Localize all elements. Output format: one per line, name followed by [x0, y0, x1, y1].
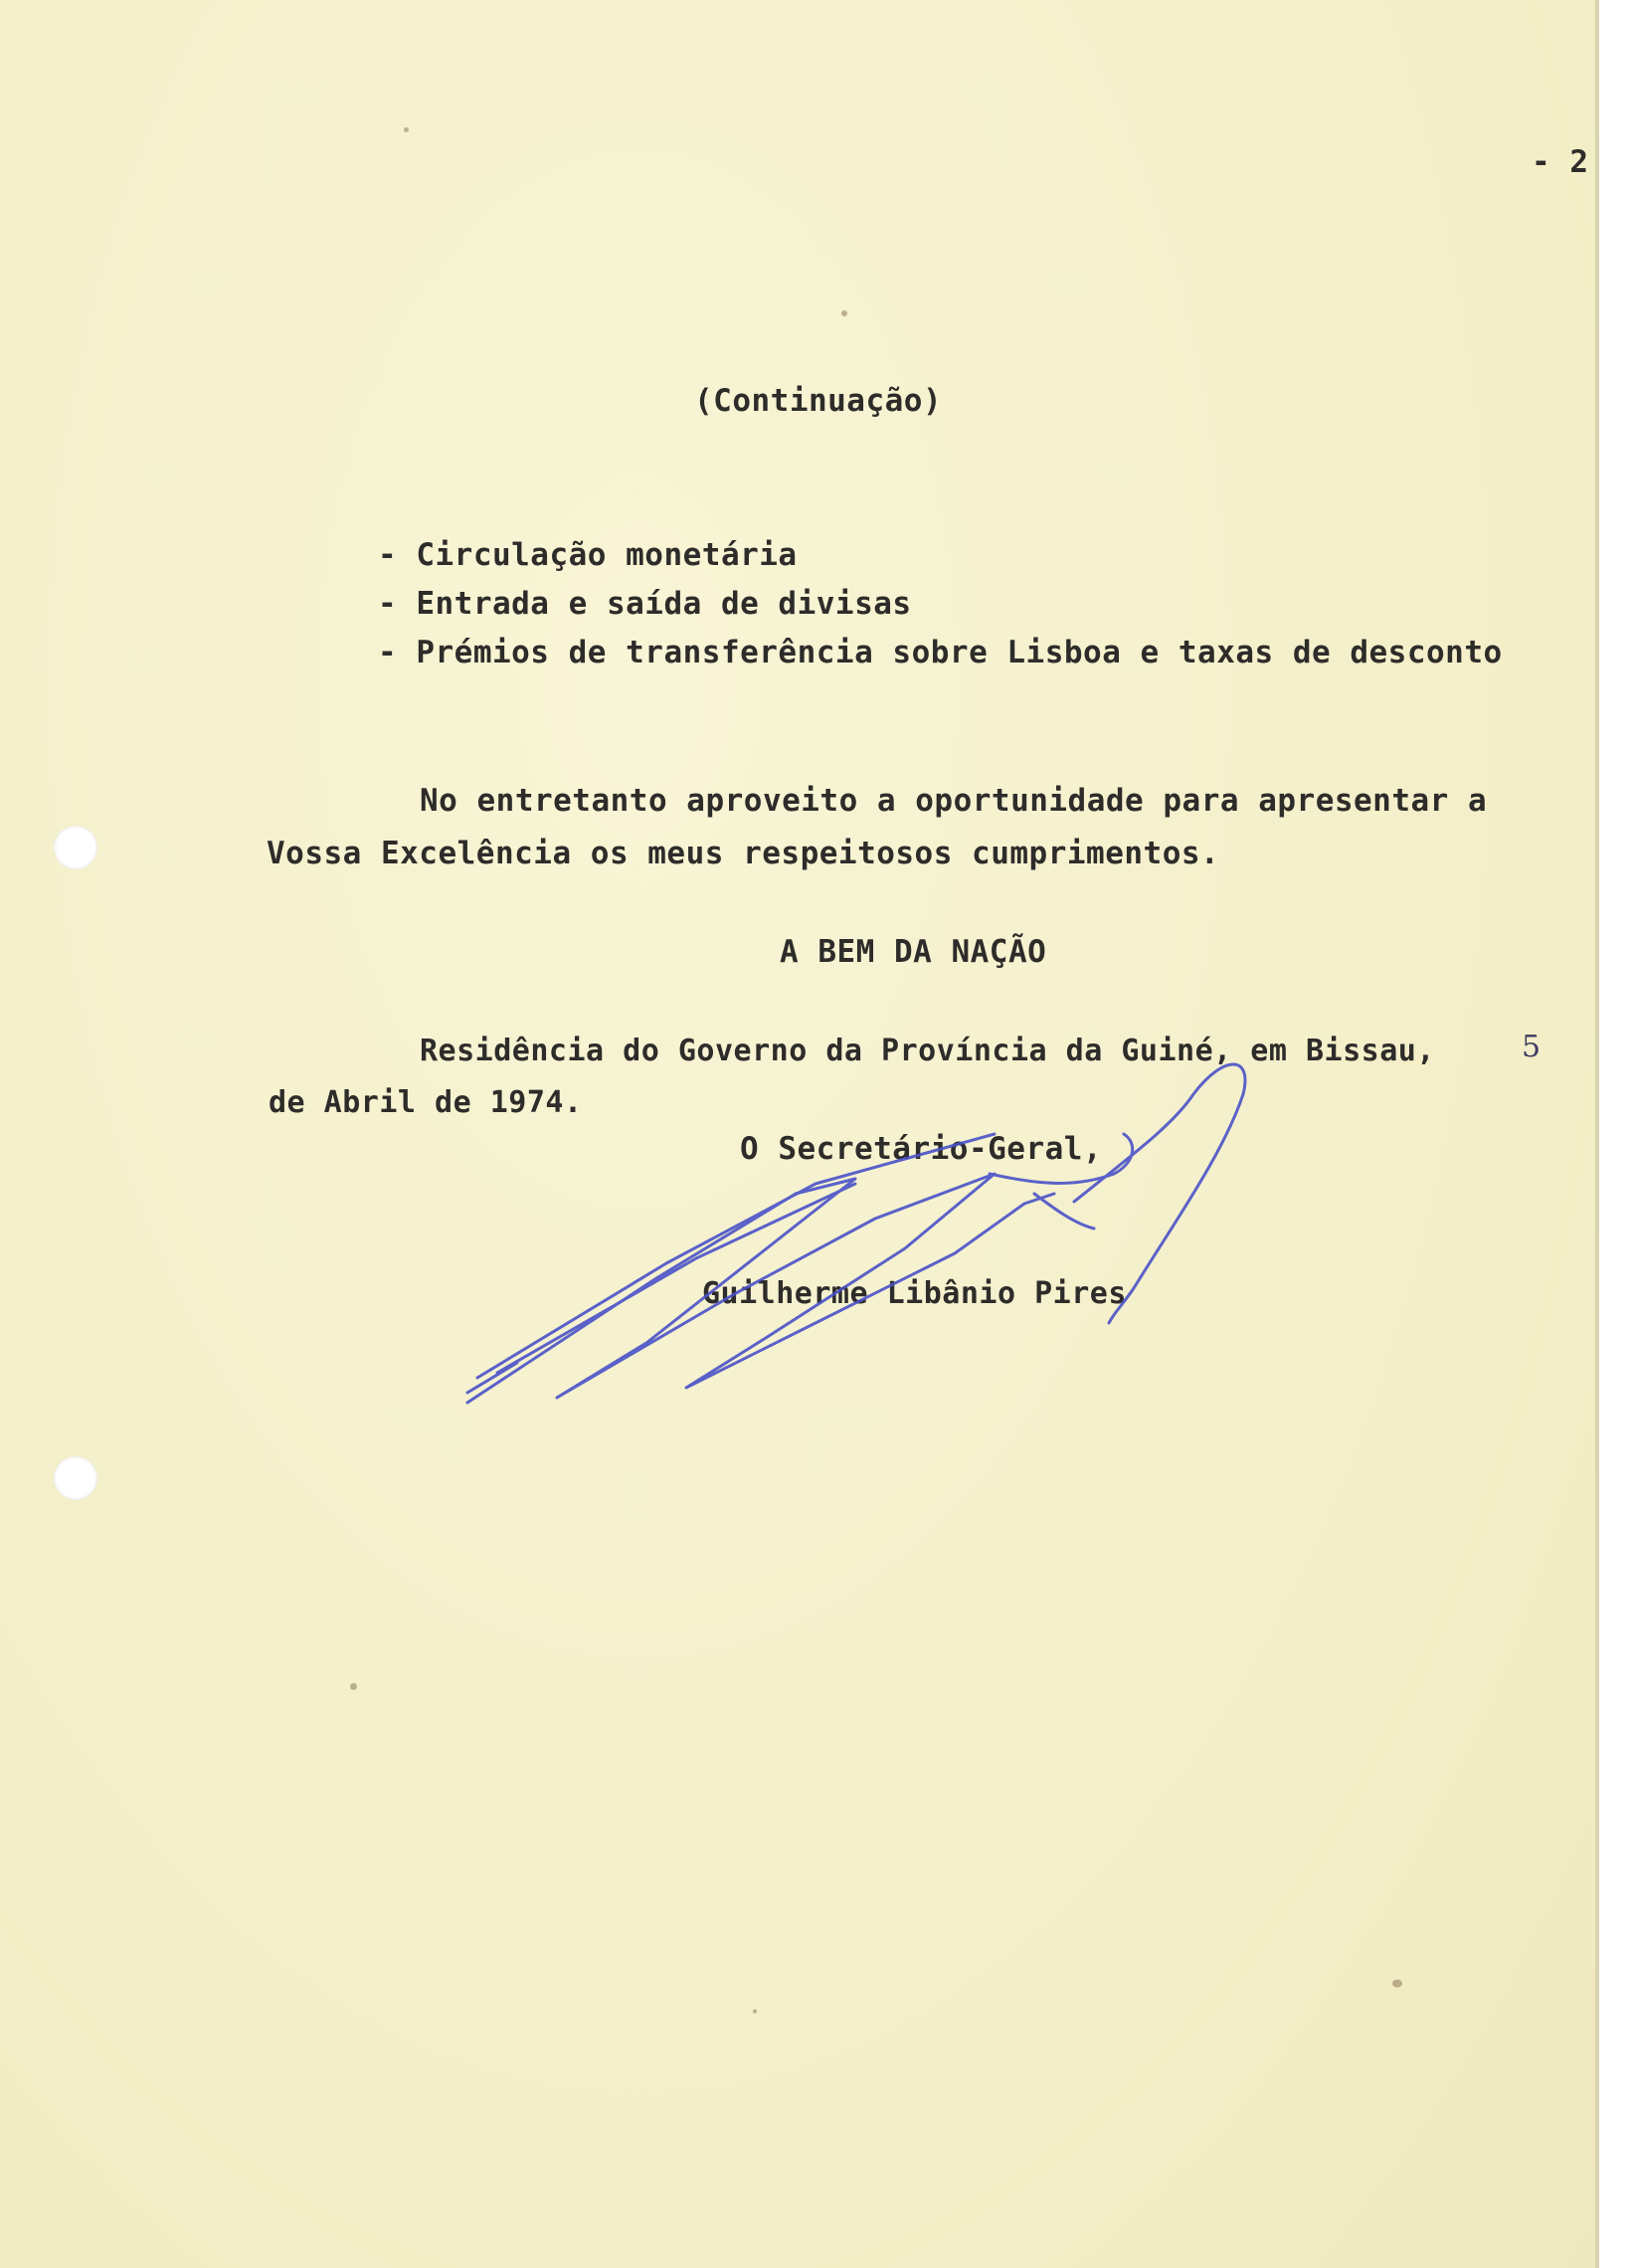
signatory-name: Guilherme Libânio Pires — [702, 1276, 1127, 1311]
closing-paragraph-line-2: Vossa Excelência os meus respeitosos cumprimentos. — [267, 836, 1220, 871]
place-line-2: de Abril de 1974. — [269, 1085, 583, 1120]
handwritten-signature — [438, 1035, 1293, 1432]
signatory-title: O Secretário-Geral, — [740, 1131, 1103, 1167]
list-item: - Entrada e saída de divisas — [378, 586, 912, 622]
punch-hole — [54, 826, 97, 869]
continuation-heading: (Continuação) — [694, 383, 943, 419]
place-line-1: Residência do Governo da Província da Guiné, em Bissau, — [420, 1034, 1435, 1068]
closing-paragraph-line-1: No entretanto aproveito a oportunidade para apresentar a — [420, 783, 1488, 819]
motto: A BEM DA NAÇÃO — [780, 934, 1047, 970]
list-item: - Prémios de transferência sobre Lisboa e taxas de desconto — [378, 635, 1503, 670]
list-item: - Circulação monetária — [378, 537, 798, 573]
punch-hole — [54, 1456, 97, 1500]
paper-speck — [841, 310, 847, 316]
paper-speck — [1392, 1980, 1402, 1987]
paper-speck — [404, 127, 409, 132]
paper-speck — [350, 1683, 357, 1690]
date-day-handwritten: 5 — [1522, 1030, 1542, 1064]
paper-speck — [753, 2009, 757, 2013]
page-number: - 2 — [1532, 144, 1589, 180]
scan-margin — [1599, 0, 1634, 2268]
